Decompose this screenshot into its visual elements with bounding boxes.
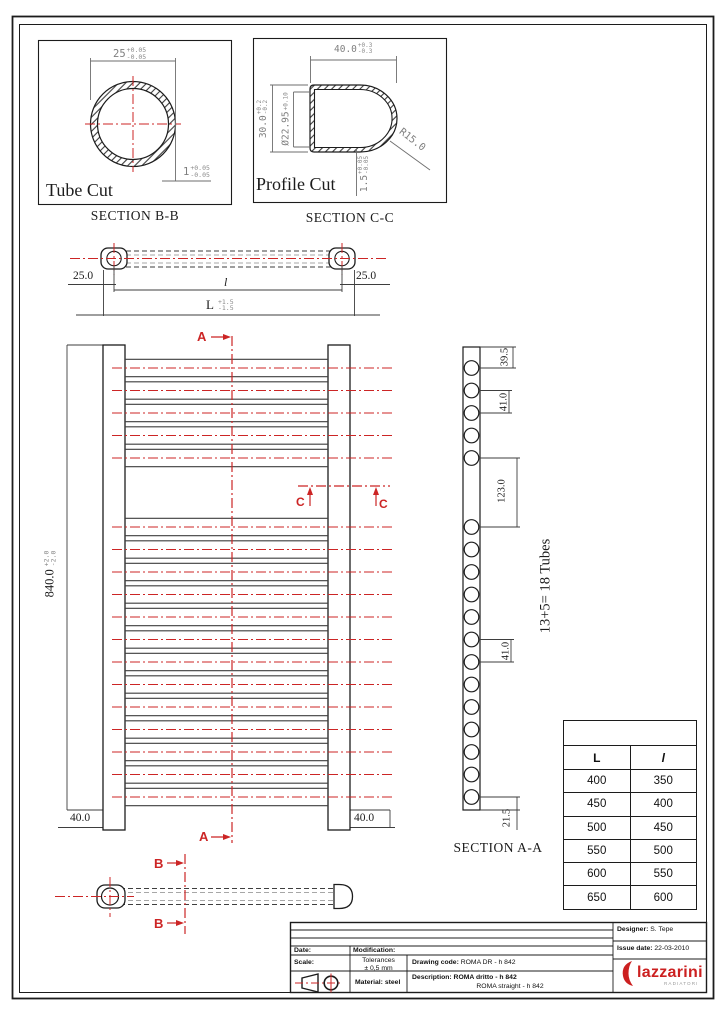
size-table-cell: 600 [564, 863, 631, 886]
profile-radius-dim: R15.0 [396, 126, 428, 154]
tolerances-label: Tolerances [362, 957, 395, 964]
first-angle-projection-icon [295, 974, 342, 993]
side-dim-pitch-top: 41.0 [498, 392, 510, 412]
size-table-cell: 450 [564, 793, 631, 816]
description-en: ROMA straight - h 842 [476, 982, 544, 990]
size-table-cell: 650 [564, 886, 631, 909]
modification-label: Modification: [353, 947, 396, 954]
side-dim-gap: 123.0 [496, 479, 508, 503]
size-table-row [564, 886, 697, 909]
tubes-count-note: 13+5= 18 Tubes [537, 538, 554, 634]
tube-cut-diameter-dim: 25 +0.05 -0.05 [113, 46, 147, 61]
height-dim: 840.0 +2.0 -2.0 [42, 550, 57, 598]
size-table-row [564, 793, 697, 816]
size-table-cell: 550 [564, 839, 631, 862]
radiator-front-view [58, 334, 395, 843]
section-b-marker-bottom: B [154, 916, 164, 931]
date-label: Date: [294, 947, 311, 954]
cap-right-dim: 25.0 [356, 270, 377, 282]
section-c-marker-right: C [379, 497, 388, 511]
side-dim-bottom: 21.5 [501, 808, 513, 828]
section-a-marker-bottom: A [199, 829, 209, 844]
section-bb-caption: SECTION B-B [90, 208, 180, 223]
centers-dim-label: l [224, 275, 228, 289]
section-aa-caption: SECTION A-A [453, 840, 543, 855]
left-rail [103, 345, 125, 830]
side-dim-pitch-bottom: 41.0 [500, 641, 512, 661]
material-value: Material: steel [355, 979, 401, 986]
profile-height-dim: 30.0 +0.2 -0.2 [256, 99, 269, 139]
profile-width-dim: 40.0 +0.3 -0.3 [334, 42, 373, 55]
tube-cut-wall-dim: 1 +0.05 -0.05 [183, 164, 210, 179]
size-table-row [564, 770, 697, 793]
brand-sub-text: RADIATORI [664, 981, 699, 986]
side-dim-top: 39.5 [499, 347, 511, 367]
size-table-cell: 600 [630, 886, 697, 909]
drawing-code: Drawing code: ROMA DR - h 842 [412, 959, 516, 966]
description: Description: ROMA dritto - h 842 [412, 973, 517, 981]
profile-bore-dim: Ø22.95 +0.10 [280, 92, 292, 146]
scale-label: Scale: [294, 959, 315, 966]
tolerances-value: ± 0,5 mm [364, 964, 393, 972]
lazzarini-logo-icon [623, 961, 633, 986]
bottom-right-dim: 40.0 [354, 812, 375, 824]
size-table-row [564, 816, 697, 839]
size-table-cell: 500 [564, 816, 631, 839]
section-cc-caption: SECTION C-C [305, 210, 395, 225]
right-rail [328, 345, 350, 830]
size-table-cell: 500 [630, 839, 697, 862]
size-table-spacer [564, 721, 697, 746]
section-b-marker-top: B [154, 856, 164, 871]
col-header-l: l [630, 746, 697, 770]
designer: Designer: S. Tepe [617, 926, 674, 933]
size-table-cell: 350 [630, 770, 697, 793]
section-c-marker-left: C [296, 495, 305, 509]
size-table [563, 720, 697, 910]
size-table-cell: 400 [630, 793, 697, 816]
cap-left-dim: 25.0 [73, 270, 94, 282]
size-table-header [564, 746, 697, 770]
section-b-line [167, 854, 185, 934]
section-a-line [211, 334, 232, 843]
profile-cut-label: Profile Cut [256, 174, 336, 194]
size-table-cell: 400 [564, 770, 631, 793]
issue-date: Issue date: 22-03-2010 [617, 945, 690, 952]
size-table-cell: 550 [630, 863, 697, 886]
section-a-marker-top: A [197, 329, 207, 344]
col-header-L: L [564, 746, 631, 770]
tube-cut-label: Tube Cut [46, 180, 113, 200]
bottom-left-dim: 40.0 [70, 812, 91, 824]
radiator-side-view [463, 347, 520, 830]
brand-logo-text: lazzarini [637, 964, 703, 981]
overall-length-dim: L +1.5 -1.5 [206, 297, 234, 312]
size-table-cell: 450 [630, 816, 697, 839]
size-table-row [564, 839, 697, 862]
size-table-row [564, 863, 697, 886]
profile-wall-dim: 1.5 +0.05 -0.05 [357, 155, 370, 193]
